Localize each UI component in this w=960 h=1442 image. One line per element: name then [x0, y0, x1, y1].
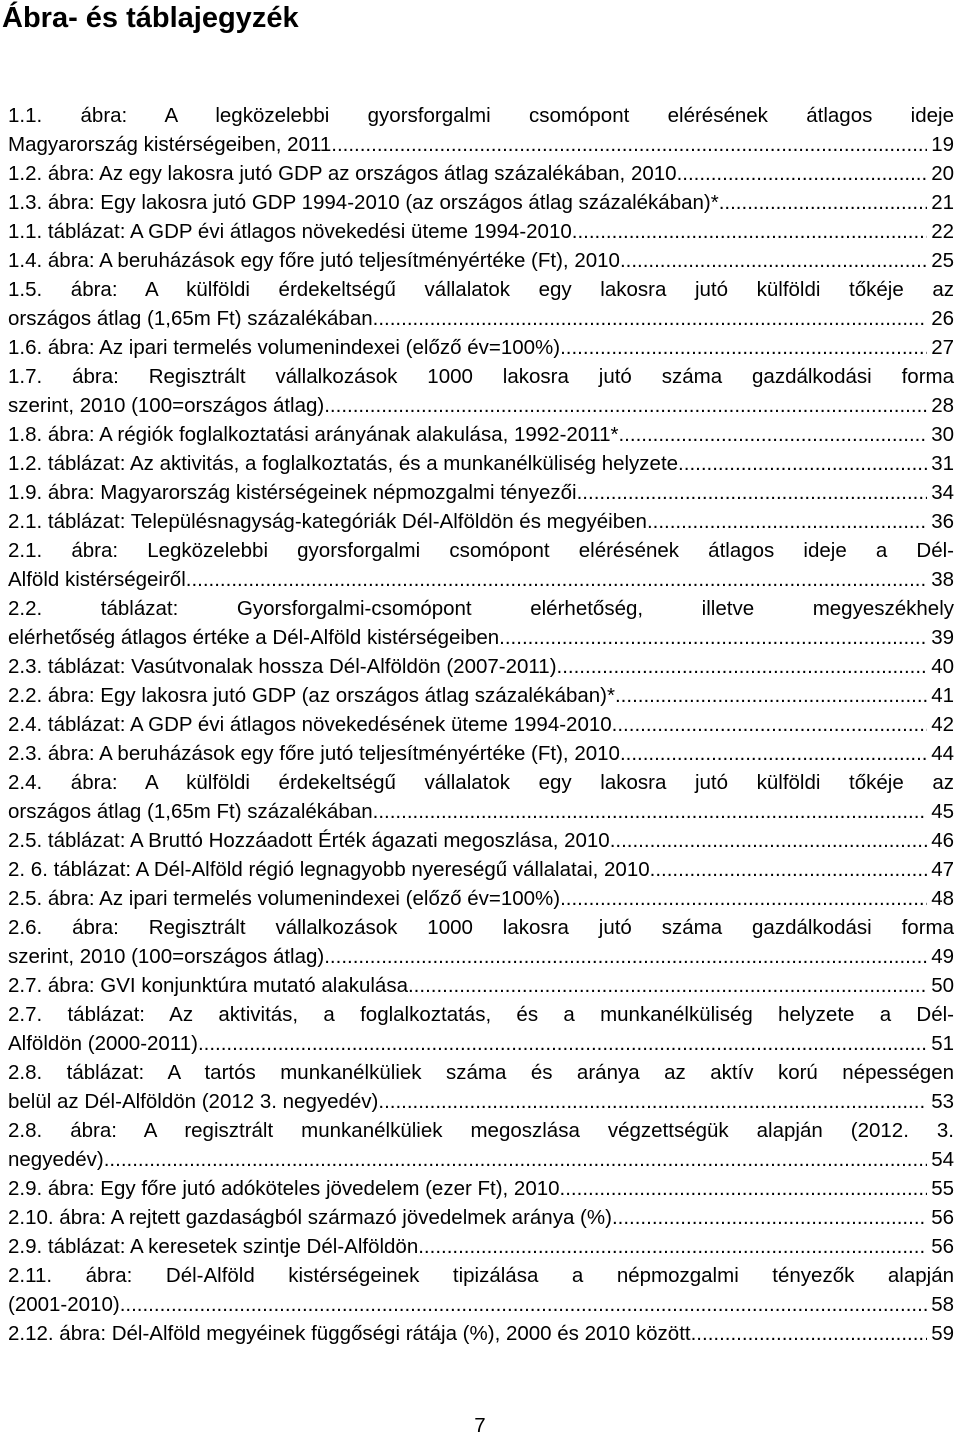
toc-entry[interactable]: [8, 681, 954, 710]
dot-leader: [560, 333, 927, 362]
dot-leader: [373, 304, 928, 333]
dot-leader: [677, 159, 928, 188]
dot-leader: [324, 391, 927, 420]
toc-entry[interactable]: [8, 362, 954, 420]
toc-entry[interactable]: [8, 536, 954, 594]
dot-leader: [572, 217, 927, 246]
toc-entry-last-line: [8, 1290, 954, 1319]
toc-entry-last-line: [8, 739, 954, 768]
dot-leader: [719, 188, 927, 217]
dot-leader: [198, 1029, 927, 1058]
toc-entry-last-line: [8, 188, 954, 217]
toc-entry-last-line: [8, 623, 954, 652]
toc-entry-title: 2.4. táblázat: A GDP évi átlagos növekedésének üteme 1994-2010: [8, 713, 612, 736]
toc-entry[interactable]: [8, 507, 954, 536]
toc-entry-last-line: [8, 333, 954, 362]
toc-entry-page: 38: [931, 568, 954, 591]
toc-entry-page: 40: [931, 655, 954, 678]
toc-entry-page: 56: [931, 1206, 954, 1229]
toc-entry-title: szerint, 2010 (100=országos átlag): [8, 945, 325, 968]
toc-entry[interactable]: [8, 1116, 954, 1174]
toc-entry-last-line: [8, 1232, 954, 1261]
toc-entry-last-line: [8, 710, 954, 739]
dot-leader: [104, 1145, 927, 1174]
toc-entry-title-line: 2.4. ábra: A külföldi érdekeltségű vállalatok egy lakosra jutó külföldi tőkéje az: [8, 771, 954, 794]
toc-entry-last-line: [8, 391, 954, 420]
toc-entry-page: 39: [931, 626, 954, 649]
toc-entry-title-line: 2.6. ábra: Regisztrált vállalkozások 1000 lakosra jutó száma gazdálkodási forma: [8, 916, 954, 939]
toc-entry-last-line: [8, 884, 954, 913]
toc-entry[interactable]: [8, 594, 954, 652]
dot-leader: [650, 855, 928, 884]
toc-entry-last-line: [8, 304, 954, 333]
dot-leader: [186, 565, 927, 594]
toc-entry-title: 2.1. táblázat: Településnagyság-kategóriák Dél-Alföldön és megyéiben: [8, 510, 647, 533]
toc-entry-last-line: [8, 1029, 954, 1058]
toc-entry[interactable]: [8, 768, 954, 826]
toc-entry[interactable]: [8, 826, 954, 855]
toc-entry[interactable]: [8, 246, 954, 275]
toc-entry-title: 2.9. ábra: Egy főre jutó adóköteles jövedelem (ezer Ft), 2010: [8, 1177, 560, 1200]
toc-entry[interactable]: [8, 1232, 954, 1261]
toc-entry[interactable]: [8, 1319, 954, 1348]
toc-entry-title: 2.3. táblázat: Vasútvonalak hossza Dél-Alföldön (2007-2011): [8, 655, 557, 678]
toc-entry-title: 1.1. táblázat: A GDP évi átlagos növekedési üteme 1994-2010: [8, 220, 572, 243]
toc-entry-page: 30: [931, 423, 954, 446]
toc-entry-title: 1.2. táblázat: Az aktivitás, a foglalkoztatás, és a munkanélküliség helyzete: [8, 452, 679, 475]
toc-entry[interactable]: [8, 159, 954, 188]
toc-entry-page: 25: [931, 249, 954, 272]
toc-entry[interactable]: [8, 1174, 954, 1203]
dot-leader: [610, 826, 927, 855]
toc-entry-last-line: [8, 420, 954, 449]
toc-entry-title-line: 2.7. táblázat: Az aktivitás, a foglalkoztatás, és a munkanélküliség helyzete a Dél-: [8, 1003, 954, 1026]
toc-entry-page: 53: [931, 1090, 954, 1113]
toc-entry-title-line: 2.8. táblázat: A tartós munkanélküliek száma és aránya az aktív korú népességen: [8, 1061, 954, 1084]
toc-entry[interactable]: [8, 913, 954, 971]
toc-entry-last-line: [8, 1174, 954, 1203]
dot-leader: [691, 1319, 928, 1348]
toc-entry-last-line: [8, 971, 954, 1000]
toc-entry-last-line: [8, 942, 954, 971]
toc-entry-last-line: [8, 1145, 954, 1174]
dot-leader: [499, 623, 927, 652]
toc-entry-title-line: 1.5. ábra: A külföldi érdekeltségű vállalatok egy lakosra jutó külföldi tőkéje az: [8, 278, 954, 301]
toc-list: [8, 101, 954, 1348]
toc-entry[interactable]: [8, 188, 954, 217]
toc-entry-title: 2.3. ábra: A beruházások egy főre jutó teljesítményértéke (Ft), 2010: [8, 742, 620, 765]
toc-entry-page: 51: [931, 1032, 954, 1055]
toc-entry-title-line: 1.7. ábra: Regisztrált vállalkozások 1000 lakosra jutó száma gazdálkodási forma: [8, 365, 954, 388]
toc-entry-title: 2.10. ábra: A rejtett gazdaságból származó jövedelmek aránya (%): [8, 1206, 612, 1229]
toc-entry-title: (2001-2010): [8, 1293, 120, 1316]
toc-entry-title-line: 2.11. ábra: Dél-Alföld kistérségeinek tipizálása a népmozgalmi tényezők alapján: [8, 1264, 954, 1287]
dot-leader: [560, 1174, 928, 1203]
toc-entry-page: 27: [931, 336, 954, 359]
dot-leader: [373, 797, 928, 826]
toc-entry-last-line: [8, 565, 954, 594]
toc-entry[interactable]: [8, 855, 954, 884]
toc-entry-title: elérhetőség átlagos értéke a Dél-Alföld kistérségeiben: [8, 626, 500, 649]
toc-entry-page: 45: [931, 800, 954, 823]
toc-entry-last-line: [8, 1319, 954, 1348]
toc-entry-title: 2.5. ábra: Az ipari termelés volumenindexei (előző év=100%): [8, 887, 561, 910]
toc-entry-page: 59: [931, 1322, 954, 1345]
toc-entry-last-line: [8, 826, 954, 855]
dot-leader: [418, 1232, 927, 1261]
toc-entry-title: 2.9. táblázat: A keresetek szintje Dél-Alföldön: [8, 1235, 419, 1258]
toc-entry-page: 54: [931, 1148, 954, 1171]
toc-entry-page: 50: [931, 974, 954, 997]
toc-entry-last-line: [8, 217, 954, 246]
toc-entry-page: 46: [931, 829, 954, 852]
toc-entry-title: negyedév): [8, 1148, 104, 1171]
toc-entry[interactable]: [8, 101, 954, 159]
toc-entry-title: belül az Dél-Alföldön (2012 3. negyedév): [8, 1090, 379, 1113]
dot-leader: [612, 1203, 927, 1232]
toc-entry[interactable]: [8, 1058, 954, 1116]
page-number: 7: [474, 1414, 486, 1437]
toc-entry-page: 48: [931, 887, 954, 910]
dot-leader: [120, 1290, 927, 1319]
toc-entry-title-line: 1.1. ábra: A legközelebbi gyorsforgalmi csomópont elérésének átlagos ideje: [8, 104, 954, 127]
toc-entry[interactable]: [8, 420, 954, 449]
toc-entry-title: 2.5. táblázat: A Bruttó Hozzáadott Érték ágazati megoszlása, 2010: [8, 829, 610, 852]
toc-entry-last-line: [8, 507, 954, 536]
toc-entry-title: 1.9. ábra: Magyarország kistérségeinek népmozgalmi tényezői: [8, 481, 577, 504]
toc-entry-title: 2.2. ábra: Egy lakosra jutó GDP (az országos átlag százalékában)*: [8, 684, 615, 707]
toc-entry-page: 22: [931, 220, 954, 243]
toc-entry-page: 55: [931, 1177, 954, 1200]
toc-entry-title: 1.8. ábra: A régiók foglalkoztatási arányának alakulása, 1992-2011*: [8, 423, 619, 446]
toc-entry-last-line: [8, 478, 954, 507]
toc-entry[interactable]: [8, 217, 954, 246]
toc-entry[interactable]: [8, 652, 954, 681]
toc-entry[interactable]: [8, 449, 954, 478]
toc-entry[interactable]: [8, 275, 954, 333]
toc-entry-page: 49: [931, 945, 954, 968]
toc-entry-last-line: [8, 855, 954, 884]
dot-leader: [620, 246, 927, 275]
toc-entry-last-line: [8, 246, 954, 275]
toc-entry-title: 1.2. ábra: Az egy lakosra jutó GDP az országos átlag százalékában, 2010: [8, 162, 677, 185]
toc-entry-title: Alföld kistérségeiről: [8, 568, 186, 591]
dot-leader: [620, 739, 927, 768]
toc-entry-page: 41: [931, 684, 954, 707]
dot-leader: [331, 130, 927, 159]
toc-entry-last-line: [8, 449, 954, 478]
toc-entry-title-line: 2.1. ábra: Legközelebbi gyorsforgalmi csomópont elérésének átlagos ideje a Dél-: [8, 539, 954, 562]
toc-entry-page: 26: [931, 307, 954, 330]
toc-entry[interactable]: [8, 478, 954, 507]
toc-entry-last-line: [8, 130, 954, 159]
dot-leader: [615, 681, 927, 710]
toc-entry-title: 2.7. ábra: GVI konjunktúra mutató alakulása: [8, 974, 408, 997]
toc-entry-title: 2. 6. táblázat: A Dél-Alföld régió legnagyobb nyereségű vállalatai, 2010: [8, 858, 650, 881]
toc-entry-page: 21: [931, 191, 954, 214]
toc-entry-last-line: [8, 1087, 954, 1116]
toc-entry-last-line: [8, 1203, 954, 1232]
toc-entry-page: 44: [931, 742, 954, 765]
toc-entry-page: 20: [931, 162, 954, 185]
toc-entry-page: 31: [931, 452, 954, 475]
page-title: Ábra- és táblajegyzék: [2, 2, 299, 34]
toc-entry-title: Magyarország kistérségeiben, 2011: [8, 133, 332, 156]
toc-entry-title-line: 2.2. táblázat: Gyorsforgalmi-csomópont elérhetőség, illetve megyeszékhely: [8, 597, 954, 620]
toc-entry-title: Alföldön (2000-2011): [8, 1032, 198, 1055]
toc-entry-title: országos átlag (1,65m Ft) százalékában: [8, 307, 373, 330]
dot-leader: [560, 884, 927, 913]
toc-entry-title: 1.3. ábra: Egy lakosra jutó GDP 1994-2010 (az országos átlag százalékában)*: [8, 191, 719, 214]
dot-leader: [324, 942, 927, 971]
dot-leader: [378, 1087, 927, 1116]
toc-entry[interactable]: [8, 971, 954, 1000]
toc-entry-title: szerint, 2010 (100=országos átlag): [8, 394, 325, 417]
toc-entry-last-line: [8, 652, 954, 681]
dot-leader: [647, 507, 927, 536]
toc-entry-page: 42: [931, 713, 954, 736]
dot-leader: [557, 652, 928, 681]
dot-leader: [408, 971, 927, 1000]
toc-entry-last-line: [8, 797, 954, 826]
toc-entry-page: 36: [931, 510, 954, 533]
toc-entry[interactable]: [8, 1261, 954, 1319]
toc-entry-title: 1.4. ábra: A beruházások egy főre jutó teljesítményértéke (Ft), 2010: [8, 249, 620, 272]
dot-leader: [678, 449, 927, 478]
dot-leader: [577, 478, 928, 507]
toc-entry-title-line: 2.8. ábra: A regisztrált munkanélküliek megoszlása végzettségük alapján (2012. 3.: [8, 1119, 954, 1142]
toc-entry-page: 19: [931, 133, 954, 156]
toc-entry-page: 47: [931, 858, 954, 881]
toc-entry[interactable]: [8, 739, 954, 768]
toc-entry-title: országos átlag (1,65m Ft) százalékában: [8, 800, 373, 823]
toc-entry-title: 1.6. ábra: Az ipari termelés volumenindexei (előző év=100%): [8, 336, 561, 359]
toc-entry[interactable]: [8, 1203, 954, 1232]
toc-entry-page: 34: [931, 481, 954, 504]
toc-entry-title: 2.12. ábra: Dél-Alföld megyéinek függőségi rátája (%), 2000 és 2010 között: [8, 1322, 691, 1345]
dot-leader: [618, 420, 927, 449]
toc-entry[interactable]: [8, 333, 954, 362]
toc-entry[interactable]: [8, 1000, 954, 1058]
toc-entry[interactable]: [8, 710, 954, 739]
toc-entry[interactable]: [8, 884, 954, 913]
toc-entry-last-line: [8, 159, 954, 188]
toc-entry-page: 28: [931, 394, 954, 417]
dot-leader: [612, 710, 928, 739]
toc-entry-page: 58: [931, 1293, 954, 1316]
toc-entry-last-line: [8, 681, 954, 710]
toc-entry-page: 56: [931, 1235, 954, 1258]
